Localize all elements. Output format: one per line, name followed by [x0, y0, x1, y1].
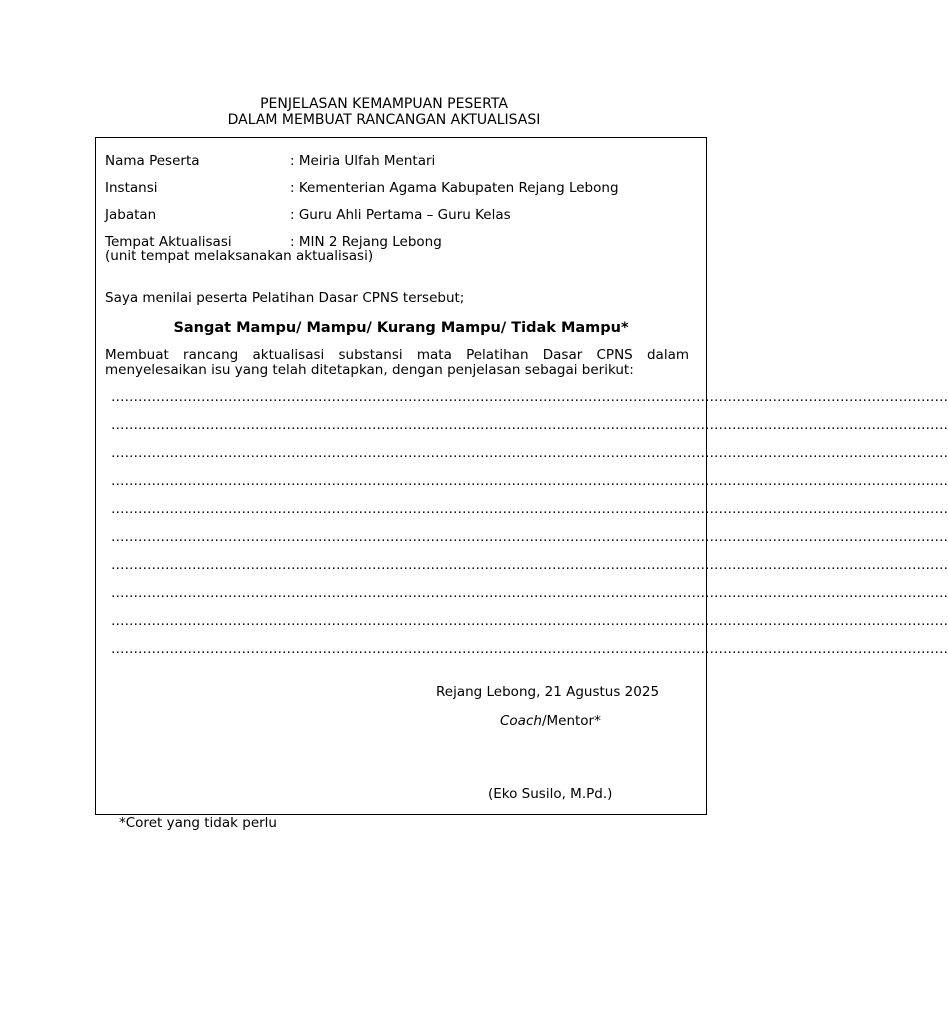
place-date: Rejang Lebong, 21 Agustus 2025 — [436, 684, 660, 700]
dotted-line: …………………………………………………………………………………………………………………………………………………………………… — [111, 585, 948, 601]
dotted-line: …………………………………………………………………………………………………………………………………………………………………… — [111, 417, 948, 433]
field-label: Jabatan — [105, 207, 157, 223]
field-label: Tempat Aktualisasi — [105, 234, 232, 250]
dotted-line: …………………………………………………………………………………………………………………………………………………………………… — [111, 501, 948, 517]
dotted-line: …………………………………………………………………………………………………………………………………………………………………… — [111, 445, 948, 461]
dotted-line: …………………………………………………………………………………………………………………………………………………………………… — [111, 529, 948, 545]
field-label: Instansi — [105, 180, 158, 196]
dotted-line: …………………………………………………………………………………………………………………………………………………………………… — [111, 389, 948, 405]
dotted-line: …………………………………………………………………………………………………………………………………………………………………… — [111, 641, 948, 657]
field-nama-peserta — [105, 153, 435, 169]
field-value: : Guru Ahli Pertama – Guru Kelas — [290, 207, 511, 223]
signer-role-mentor: /Mentor* — [541, 713, 601, 729]
signer-name: (Eko Susilo, M.Pd.) — [488, 786, 613, 802]
title-line-2: DALAM MEMBUAT RANCANGAN AKTUALISASI — [227, 112, 541, 128]
field-value: : Meiria Ulfah Mentari — [290, 153, 436, 169]
document-title — [0, 96, 768, 128]
location-note: (unit tempat melaksanakan aktualisasi) — [105, 248, 374, 264]
assessment-options: Sangat Mampu/ Mampu/ Kurang Mampu/ Tidak Mampu* — [173, 320, 629, 336]
field-label: Nama Peserta — [105, 153, 200, 169]
dotted-line: …………………………………………………………………………………………………………………………………………………………………… — [111, 613, 948, 629]
signer-role — [500, 713, 601, 729]
footnote: *Coret yang tidak perlu — [119, 815, 277, 831]
field-jabatan — [105, 207, 511, 223]
dotted-line: …………………………………………………………………………………………………………………………………………………………………… — [111, 557, 948, 573]
description-paragraph: Membuat rancang aktualisasi substansi mata Pelatihan Dasar CPNS dalam menyelesaikan isu yang telah ditetapkan, dengan penjelasan sebagai berikut: — [105, 347, 689, 378]
signer-role-coach: Coach — [500, 713, 542, 729]
field-value: : Kementerian Agama Kabupaten Rejang Lebong — [290, 180, 619, 196]
field-instansi — [105, 180, 619, 196]
field-value: : MIN 2 Rejang Lebong — [290, 234, 442, 250]
assessment-intro: Saya menilai peserta Pelatihan Dasar CPNS tersebut; — [105, 290, 465, 306]
dotted-line: …………………………………………………………………………………………………………………………………………………………………… — [111, 473, 948, 489]
title-line-1: PENJELASAN KEMAMPUAN PESERTA — [260, 96, 508, 112]
